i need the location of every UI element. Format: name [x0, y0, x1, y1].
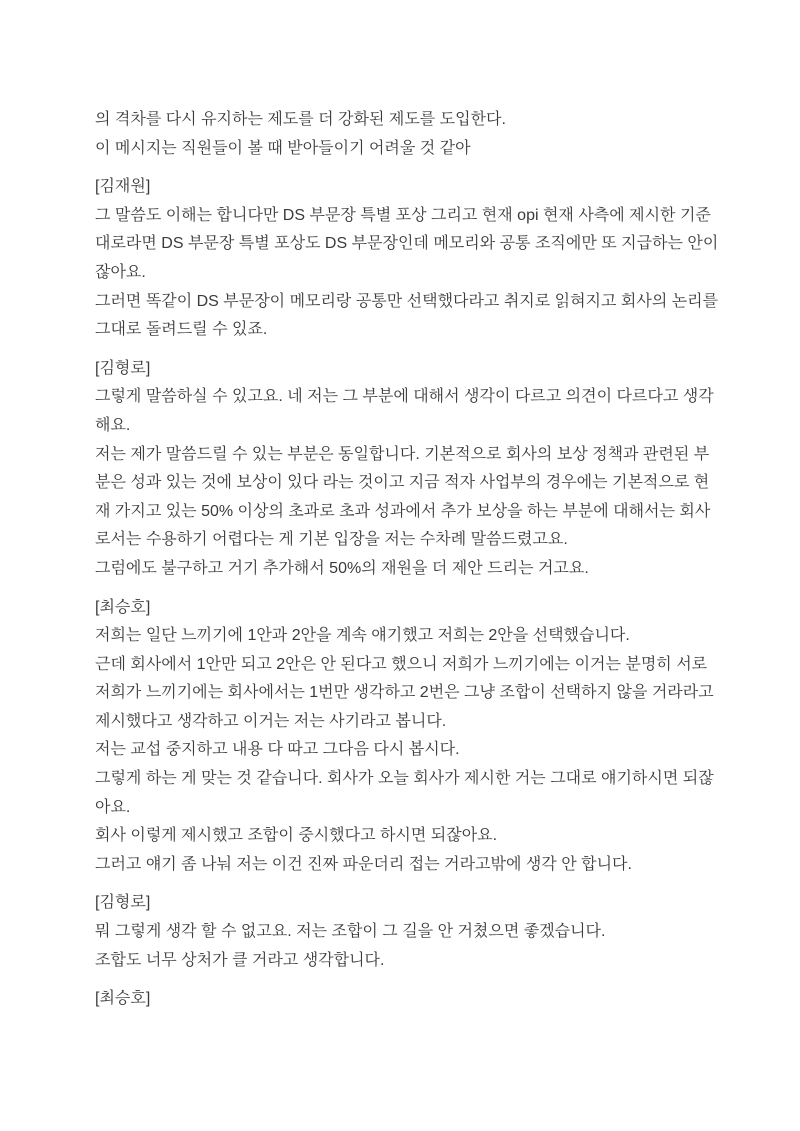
text-line: 그럼에도 불구하고 거기 추가해서 50%의 재원을 더 제안 드리는 거고요. [95, 559, 589, 577]
speech-section [95, 355, 715, 584]
text-line: 근데 회사에서 1안만 되고 2안은 안 된다고 했으니 저희가 느끼기에는 이거는 분명히 서로 [95, 655, 708, 673]
text-line: 잖아요. [95, 263, 146, 281]
text-line: 제시했다고 생각하고 이거는 저는 사기라고 봅니다. [95, 712, 447, 730]
speech-section [95, 985, 715, 1014]
speech-section [95, 106, 715, 163]
text-line: 저희가 느끼기에는 회사에서는 1번만 생각하고 2번은 그냥 조합이 선택하지 않을 거라라고 [95, 684, 714, 702]
text-line: 뭐 그렇게 생각 할 수 없고요. 저는 조합이 그 길을 안 거쳤으면 좋겠습니다. [95, 923, 606, 941]
text-line: 분은 성과 있는 것에 보상이 있다 라는 것이고 지금 적자 사업부의 경우에는 기본적으로 현 [95, 474, 710, 492]
text-line: 그러면 똑같이 DS 부문장이 메모리랑 공통만 선택했다라고 취지로 읽혀지고 회사의 논리를 [95, 292, 719, 310]
speaker-label: [김형로] [95, 359, 151, 377]
document-content [95, 106, 719, 1024]
text-line: 그렇게 말씀하실 수 있고요. 네 저는 그 부분에 대해서 생각이 다르고 의견이 다르다고 생각 [95, 388, 714, 406]
text-line: 그렇게 하는 게 맞는 것 같습니다. 회사가 오늘 회사가 제시한 거는 그대로 얘기하시면 되잖 [95, 770, 714, 788]
text-line: 저희는 일단 느끼기에 1안과 2안을 계속 얘기했고 저희는 2안을 선택했습니다. [95, 627, 630, 645]
speech-section [95, 594, 715, 880]
text-line: 대로라면 DS 부문장 특별 포상도 DS 부문장인데 메모리와 공통 조직에만 또 지급하는 안이 [95, 235, 719, 253]
text-line: 이 메시지는 직원들이 볼 때 받아들이기 어려울 것 같아 [95, 139, 471, 157]
text-line: 아요. [95, 798, 131, 816]
text-line: 저는 교섭 중지하고 내용 다 따고 그다음 다시 봅시다. [95, 741, 460, 759]
text-line: 재 가지고 있는 50% 이상의 초과로 초과 성과에서 추가 보상을 하는 부분에 대해서는 회사 [95, 502, 711, 520]
speaker-label: [김형로] [95, 894, 151, 912]
speech-section [95, 173, 719, 345]
speaker-label: [최승호] [95, 598, 151, 616]
text-line: 저는 제가 말씀드릴 수 있는 부분은 동일합니다. 기본적으로 회사의 보상 정책과 관련된 부 [95, 445, 710, 463]
text-line: 로서는 수용하기 어렵다는 게 기본 입장을 저는 수차례 말씀드렸고요. [95, 531, 568, 549]
text-line: 그 말씀도 이해는 합니다만 DS 부문장 특별 포상 그리고 현재 opi 현재 사측에 제시한 기준 [95, 206, 711, 224]
text-line: 조합도 너무 상처가 클 거라고 생각합니다. [95, 951, 385, 969]
text-line: 그러고 얘기 좀 나눠 저는 이건 진짜 파운더리 접는 거라고밖에 생각 안 합니다. [95, 855, 632, 873]
text-line: 회사 이렇게 제시했고 조합이 중시했다고 하시면 되잖아요. [95, 827, 498, 845]
speaker-label: [김재원] [95, 178, 151, 196]
speech-section [95, 889, 715, 975]
text-line: 의 격차를 다시 유지하는 제도를 더 강화된 제도를 도입한다. [95, 111, 506, 128]
speaker-label: [최승호] [95, 990, 151, 1008]
text-line: 해요. [95, 416, 131, 434]
text-line: 그대로 돌려드릴 수 있죠. [95, 321, 268, 339]
